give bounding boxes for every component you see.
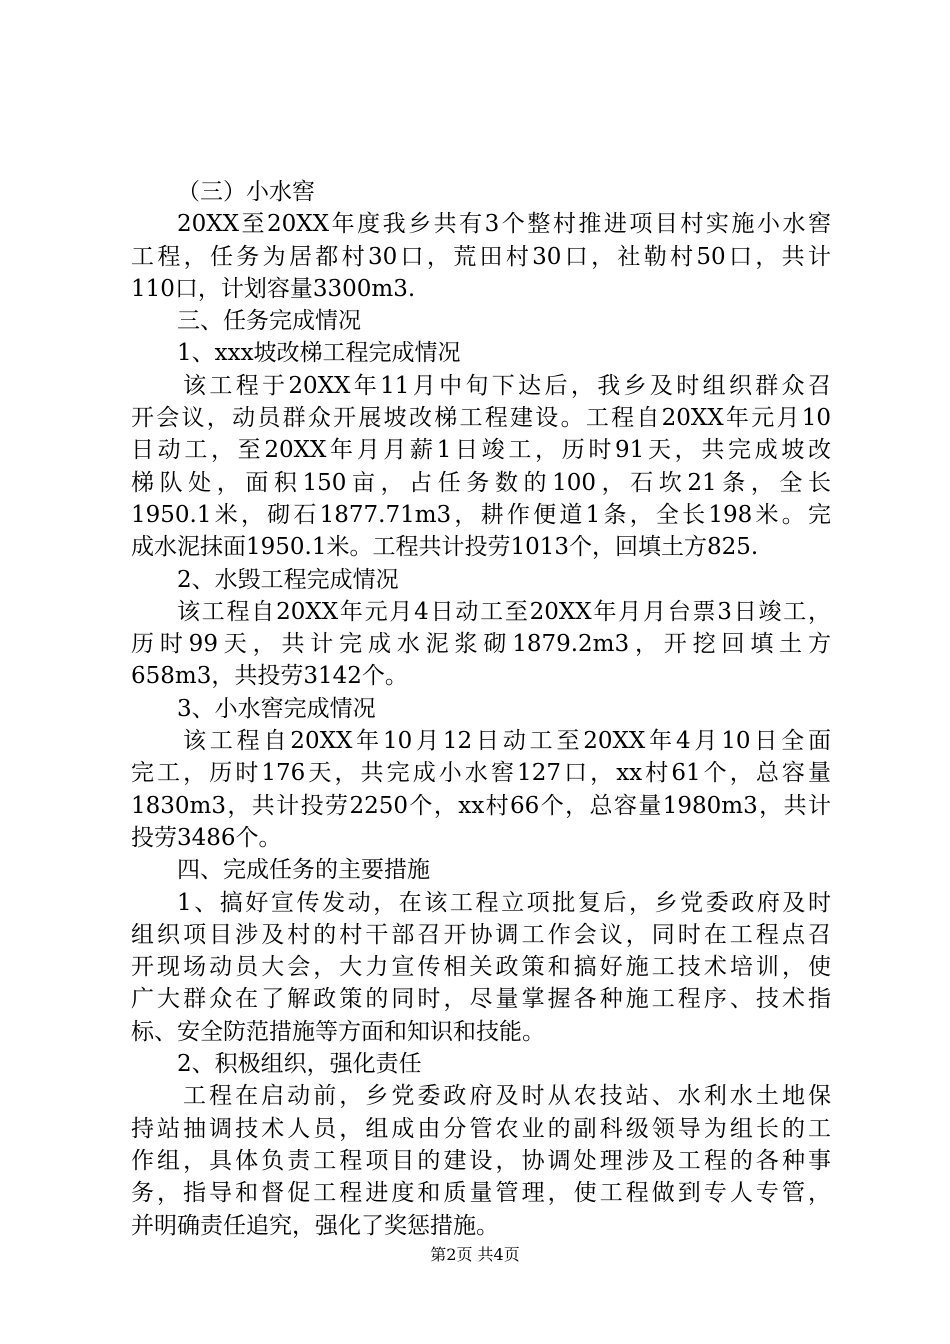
paragraph-line: 开现场动员大会，大力宣传相关政策和搞好施工技术培训，使 xyxy=(131,954,831,981)
paragraph-line: 658m3，共投劳3142个。 xyxy=(131,663,408,690)
paragraph-line: 110口，计划容量3300m3. xyxy=(131,275,416,302)
paragraph-line: 该工程于20XX年11月中旬下达后，我乡及时组织群众召 xyxy=(183,372,831,399)
subheading-water-cellar-completion: 3、小水窖完成情况 xyxy=(177,695,376,722)
paragraph-line: 组织项目涉及村的村干部召开协调工作会议，同时在工程点召 xyxy=(131,921,831,948)
paragraph-line: 历时99天，共计完成水泥浆砌1879.2m3，开挖回填土方 xyxy=(131,631,831,658)
paragraph-line: 梯队处，面积150亩，占任务数的100，石坎21条，全长 xyxy=(131,469,831,496)
paragraph-line: 投劳3486个。 xyxy=(131,824,282,851)
paragraph-line: 完工，历时176天，共完成小水窖127口，xx村61个，总容量 xyxy=(131,760,831,787)
paragraph-line: 该工程自20XX年10月12日动工至20XX年4月10日全面 xyxy=(183,728,831,755)
paragraph-line: 1950.1米，砌石1877.71m3，耕作便道1条，全长198米。完 xyxy=(131,501,831,528)
paragraph-line: 1、搞好宣传发动，在该工程立项批复后，乡党委政府及时 xyxy=(177,889,831,916)
paragraph-line: 标、安全防范措施等方面和知识和技能。 xyxy=(131,1018,545,1045)
document-body xyxy=(131,176,831,1242)
paragraph-line: 务，指导和督促工程进度和质量管理，使工程做到专人专管， xyxy=(131,1180,831,1207)
section-heading-main-measures: 四、完成任务的主要措施 xyxy=(177,857,430,884)
subheading-terrace-project: 1、xxx坡改梯工程完成情况 xyxy=(177,340,461,367)
paragraph-line: 1830m3，共计投劳2250个，xx村66个，总容量1980m3，共计 xyxy=(131,792,831,819)
paragraph-line: 并明确责任追究，强化了奖惩措施。 xyxy=(131,1212,499,1239)
paragraph-line: 日动工，至20XX年月月薪1日竣工，历时91天，共完成坡改 xyxy=(131,437,831,464)
subheading-organize-responsibility: 2、积极组织，强化责任 xyxy=(177,1051,422,1078)
paragraph-line: 广大群众在了解政策的同时，尽量掌握各种施工程序、技术指 xyxy=(131,986,831,1013)
subheading-small-water-cellar: （三）小水窖 xyxy=(177,179,315,205)
page-number-footer: 第2页 共4页 xyxy=(430,1245,520,1264)
paragraph-line: 工程在启动前，乡党委政府及时从农技站、水利水土地保 xyxy=(183,1083,831,1110)
paragraph-line: 作组，具体负责工程项目的建设，协调处理涉及工程的各种事 xyxy=(131,1147,831,1174)
paragraph-line: 持站抽调技术人员，组成由分管农业的副科级领导为组长的工 xyxy=(131,1115,831,1142)
section-heading-task-completion: 三、任务完成情况 xyxy=(177,308,361,335)
paragraph-line: 该工程自20XX年元月4日动工至20XX年月月台票3日竣工， xyxy=(177,598,831,625)
paragraph-line: 成水泥抹面1950.1米。工程共计投劳1013个，回填土方825. xyxy=(131,534,759,561)
paragraph-line: 20XX至20XX年度我乡共有3个整村推进项目村实施小水窖 xyxy=(177,211,831,238)
subheading-flood-damage-project: 2、水毁工程完成情况 xyxy=(177,566,399,593)
paragraph-line: 开会议，动员群众开展坡改梯工程建设。工程自20XX年元月10 xyxy=(131,405,831,432)
paragraph-line: 工程，任务为居都村30口，荒田村30口，社勒村50口，共计 xyxy=(131,243,831,270)
